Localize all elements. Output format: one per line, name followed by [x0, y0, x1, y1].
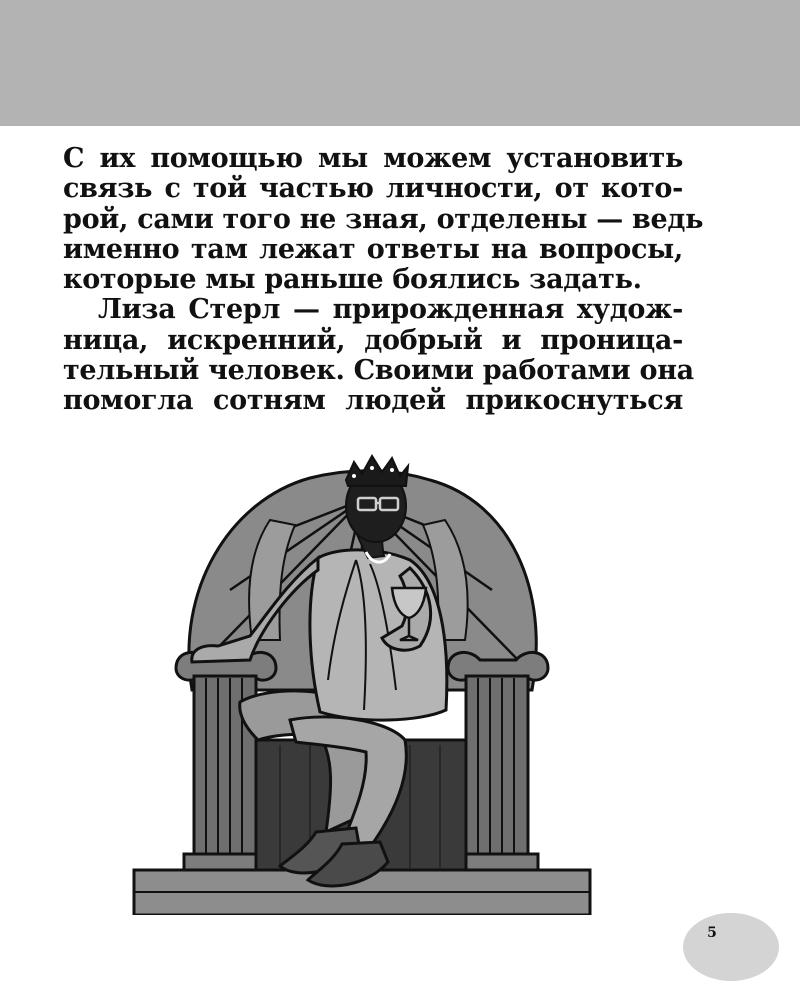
text-line: именно там лежат ответы на вопросы,	[63, 233, 683, 265]
text-line: тельный человек. Своими работами она	[63, 355, 694, 387]
text-line: помогла сотням людей прикоснуться	[63, 385, 683, 417]
text-line: С их помощью мы можем установить	[63, 143, 683, 174]
body-text	[63, 143, 704, 417]
text-line: ница, искренний, добрый и проница-	[63, 324, 683, 356]
header-band	[0, 0, 800, 126]
throne-illustration	[120, 440, 600, 915]
page-number: 5	[707, 925, 717, 941]
text-line: Лиза Стерл — прирожденная худож-	[98, 294, 683, 326]
text-line: рой, сами того не зная, отделены — ведь	[63, 203, 704, 235]
text-line: которые мы раньше боялись задать.	[63, 264, 642, 296]
paragraph-2	[63, 294, 694, 417]
paragraph-1	[63, 143, 704, 296]
text-line: связь с той частью личности, от кото-	[63, 173, 683, 205]
page-number-badge	[683, 913, 779, 981]
